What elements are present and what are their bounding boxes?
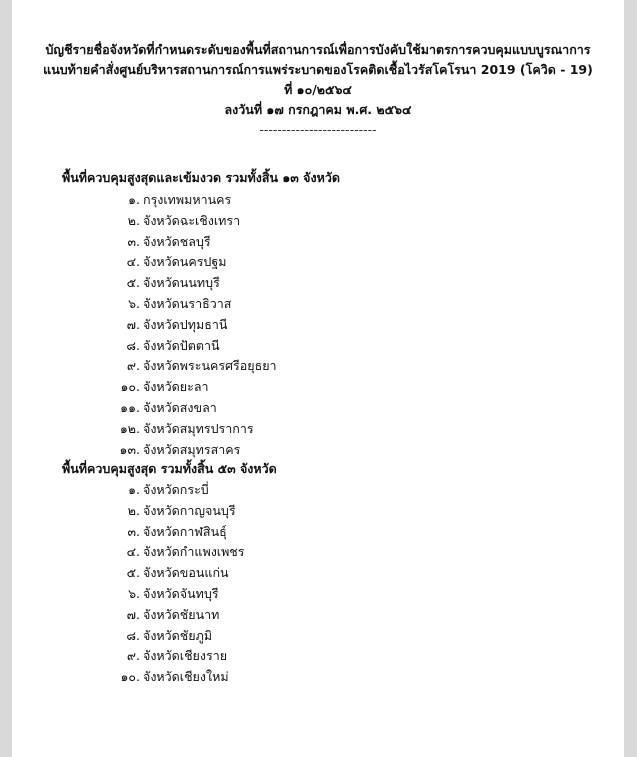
list-item bbox=[12, 480, 624, 501]
list-item bbox=[12, 232, 624, 253]
province-list-strict bbox=[12, 190, 624, 460]
item-number: ๒. bbox=[127, 502, 140, 518]
header-divider: -------------------------- bbox=[259, 122, 377, 137]
list-item bbox=[12, 522, 624, 543]
province-name: จังหวัดยะลา bbox=[143, 379, 209, 395]
item-number: ๑๐. bbox=[120, 669, 140, 685]
province-name: จังหวัดนราธิวาส bbox=[143, 295, 232, 311]
item-number: ๑๐. bbox=[120, 379, 140, 395]
province-name: จังหวัดจันทบุรี bbox=[143, 585, 219, 601]
list-item bbox=[12, 584, 624, 605]
province-name: จังหวัดพระนครศรีอยุธยา bbox=[143, 358, 277, 374]
list-item bbox=[12, 605, 624, 626]
list-item bbox=[12, 273, 624, 294]
list-item bbox=[12, 190, 624, 211]
province-name: จังหวัดขอนแก่น bbox=[143, 565, 229, 581]
list-item bbox=[12, 501, 624, 522]
list-item bbox=[12, 440, 624, 461]
province-name: จังหวัดสงขลา bbox=[143, 399, 217, 415]
item-number: ๕. bbox=[126, 275, 140, 291]
list-item bbox=[12, 542, 624, 563]
section-title-highest: พื้นที่ควบคุมสูงสุด รวมทั้งสิ้น ๕๓ จังหวัด bbox=[62, 461, 277, 476]
item-number: ๙. bbox=[126, 648, 140, 664]
province-name: จังหวัดสมุทรปราการ bbox=[143, 420, 254, 436]
item-number: ๔. bbox=[126, 254, 140, 270]
list-item bbox=[12, 294, 624, 315]
list-item bbox=[12, 667, 624, 688]
document-page bbox=[12, 0, 624, 757]
list-item bbox=[12, 356, 624, 377]
list-item bbox=[12, 626, 624, 647]
list-item bbox=[12, 398, 624, 419]
province-list-highest bbox=[12, 480, 624, 688]
list-item bbox=[12, 252, 624, 273]
province-name: จังหวัดชลบุรี bbox=[143, 233, 211, 249]
province-name: จังหวัดฉะเชิงเทรา bbox=[143, 212, 241, 228]
province-name: จังหวัดกาญจนบุรี bbox=[143, 502, 236, 518]
header-title-line-2: แนบท้ายคำสั่งศูนย์บริหารสถานการณ์การแพร่ระบาดของโรคติดเชื้อไวรัสโคโรนา 2019 (โควิด - 19) bbox=[43, 62, 593, 77]
list-item bbox=[12, 211, 624, 232]
province-name: จังหวัดเชียงราย bbox=[143, 648, 228, 664]
province-name: จังหวัดกำแพงเพชร bbox=[143, 544, 245, 560]
province-name: จังหวัดปทุมธานี bbox=[143, 316, 228, 332]
list-item bbox=[12, 646, 624, 667]
item-number: ๑๑. bbox=[120, 399, 140, 415]
item-number: ๑. bbox=[128, 192, 140, 207]
list-item bbox=[12, 563, 624, 584]
item-number: ๓. bbox=[127, 523, 140, 539]
item-number: ๕. bbox=[126, 565, 140, 581]
item-number: ๓. bbox=[127, 233, 140, 249]
item-number: ๖. bbox=[128, 295, 140, 311]
section-title-strict: พื้นที่ควบคุมสูงสุดและเข้มงวด รวมทั้งสิ้น ๑๓ จังหวัด bbox=[62, 170, 340, 185]
province-name: จังหวัดปัตตานี bbox=[143, 337, 220, 353]
province-name: จังหวัดนนทบุรี bbox=[143, 275, 220, 291]
list-item bbox=[12, 377, 624, 398]
item-number: ๗. bbox=[126, 316, 140, 332]
item-number: ๑๒. bbox=[119, 420, 140, 436]
province-name: จังหวัดนครปฐม bbox=[143, 254, 227, 270]
item-number: ๑. bbox=[128, 482, 140, 497]
item-number: ๒. bbox=[127, 212, 140, 228]
province-name: กรุงเทพมหานคร bbox=[143, 192, 232, 207]
list-item bbox=[12, 315, 624, 336]
province-name: จังหวัดเชียงใหม่ bbox=[143, 669, 229, 685]
province-name: จังหวัดชัยภูมิ bbox=[143, 627, 213, 643]
order-date: ลงวันที่ ๑๗ กรกฎาคม พ.ศ. ๒๕๖๔ bbox=[224, 102, 412, 117]
province-name: จังหวัดสมุทรสาคร bbox=[143, 441, 241, 457]
item-number: ๔. bbox=[126, 544, 140, 560]
document-header bbox=[12, 40, 624, 140]
item-number: ๖. bbox=[128, 585, 140, 601]
province-name: จังหวัดกาฬสินธุ์ bbox=[143, 523, 227, 539]
list-item bbox=[12, 336, 624, 357]
province-name: จังหวัดกระบี่ bbox=[143, 482, 209, 497]
order-number: ที่ ๑๐/๒๕๖๔ bbox=[284, 82, 352, 97]
list-item bbox=[12, 419, 624, 440]
item-number: ๑๓. bbox=[119, 441, 140, 457]
item-number: ๘. bbox=[126, 337, 140, 353]
item-number: ๗. bbox=[126, 606, 140, 622]
header-title-line-1: บัญชีรายชื่อจังหวัดที่กำหนดระดับของพื้นที่สถานการณ์เพื่อการบังคับใช้มาตรการควบคุมแบบบูรณาการ bbox=[45, 42, 591, 57]
item-number: ๘. bbox=[126, 627, 140, 643]
item-number: ๙. bbox=[126, 358, 140, 374]
province-name: จังหวัดชัยนาท bbox=[143, 606, 220, 622]
